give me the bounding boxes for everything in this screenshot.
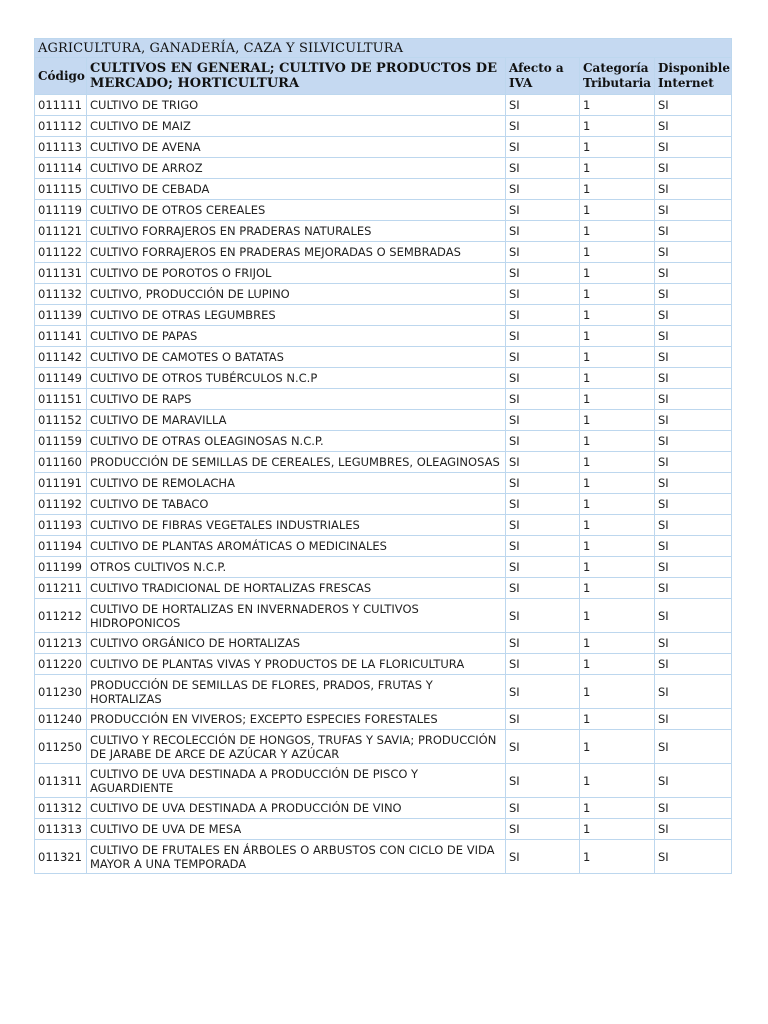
description-cell: PRODUCCIÓN DE SEMILLAS DE CEREALES, LEGUMBRES, OLEAGINOSAS (87, 452, 506, 473)
iva-cell: SI (506, 819, 580, 840)
category-cell: 1 (580, 473, 655, 494)
category-cell: 1 (580, 410, 655, 431)
internet-cell: SI (655, 200, 732, 221)
code-cell: 011199 (35, 557, 87, 578)
description-cell: PRODUCCIÓN EN VIVEROS; EXCEPTO ESPECIES FORESTALES (87, 709, 506, 730)
description-cell: CULTIVO DE TABACO (87, 494, 506, 515)
description-cell: CULTIVO ORGÁNICO DE HORTALIZAS (87, 633, 506, 654)
description-cell: CULTIVO DE HORTALIZAS EN INVERNADEROS Y CULTIVOS HIDROPONICOS (87, 599, 506, 633)
code-cell: 011121 (35, 221, 87, 242)
category-cell: 1 (580, 242, 655, 263)
description-cell: CULTIVO TRADICIONAL DE HORTALIZAS FRESCAS (87, 578, 506, 599)
description-cell: CULTIVO DE CAMOTES O BATATAS (87, 347, 506, 368)
category-cell: 1 (580, 730, 655, 764)
iva-cell: SI (506, 284, 580, 305)
code-cell: 011114 (35, 158, 87, 179)
description-cell: CULTIVO DE UVA DESTINADA A PRODUCCIÓN DE VINO (87, 798, 506, 819)
table-row (35, 536, 732, 557)
category-cell: 1 (580, 137, 655, 158)
code-cell: 011141 (35, 326, 87, 347)
description-cell: CULTIVO DE PLANTAS AROMÁTICAS O MEDICINALES (87, 536, 506, 557)
iva-cell: SI (506, 473, 580, 494)
table-row (35, 431, 732, 452)
code-cell: 011311 (35, 764, 87, 798)
table-row (35, 137, 732, 158)
iva-cell: SI (506, 633, 580, 654)
code-column-header: Código (35, 58, 87, 95)
iva-cell: SI (506, 578, 580, 599)
iva-cell: SI (506, 452, 580, 473)
internet-column-header: Disponible Internet (655, 58, 732, 95)
code-cell: 011191 (35, 473, 87, 494)
category-cell: 1 (580, 95, 655, 116)
code-cell: 011194 (35, 536, 87, 557)
table-row (35, 116, 732, 137)
internet-cell: SI (655, 494, 732, 515)
description-cell: CULTIVO DE POROTOS O FRIJOL (87, 263, 506, 284)
table-row (35, 819, 732, 840)
internet-cell: SI (655, 675, 732, 709)
category-cell: 1 (580, 263, 655, 284)
iva-cell: SI (506, 221, 580, 242)
section-title: AGRICULTURA, GANADERÍA, CAZA Y SILVICULTURA (35, 39, 732, 58)
category-cell: 1 (580, 819, 655, 840)
table-row (35, 284, 732, 305)
iva-cell: SI (506, 494, 580, 515)
description-cell: CULTIVO DE PAPAS (87, 326, 506, 347)
description-cell: CULTIVO DE AVENA (87, 137, 506, 158)
code-cell: 011212 (35, 599, 87, 633)
internet-cell: SI (655, 326, 732, 347)
code-cell: 011240 (35, 709, 87, 730)
internet-cell: SI (655, 284, 732, 305)
category-cell: 1 (580, 798, 655, 819)
category-cell: 1 (580, 599, 655, 633)
internet-cell: SI (655, 263, 732, 284)
iva-cell: SI (506, 709, 580, 730)
description-cell: CULTIVO DE RAPS (87, 389, 506, 410)
code-cell: 011142 (35, 347, 87, 368)
description-cell: CULTIVO DE REMOLACHA (87, 473, 506, 494)
code-cell: 011220 (35, 654, 87, 675)
table-row (35, 730, 732, 764)
table-row (35, 494, 732, 515)
description-cell: CULTIVO FORRAJEROS EN PRADERAS MEJORADAS O SEMBRADAS (87, 242, 506, 263)
category-cell: 1 (580, 557, 655, 578)
internet-cell: SI (655, 819, 732, 840)
code-cell: 011122 (35, 242, 87, 263)
internet-cell: SI (655, 599, 732, 633)
internet-cell: SI (655, 158, 732, 179)
iva-cell: SI (506, 730, 580, 764)
category-cell: 1 (580, 158, 655, 179)
code-cell: 011192 (35, 494, 87, 515)
code-cell: 011113 (35, 137, 87, 158)
table-row (35, 221, 732, 242)
iva-cell: SI (506, 305, 580, 326)
description-cell: CULTIVO DE OTROS TUBÉRCULOS N.C.P (87, 368, 506, 389)
category-cell: 1 (580, 221, 655, 242)
iva-cell: SI (506, 410, 580, 431)
internet-cell: SI (655, 709, 732, 730)
iva-cell: SI (506, 95, 580, 116)
table-row (35, 95, 732, 116)
code-cell: 011321 (35, 840, 87, 874)
description-cell: CULTIVO DE OTROS CEREALES (87, 200, 506, 221)
code-cell: 011131 (35, 263, 87, 284)
table-row (35, 389, 732, 410)
internet-cell: SI (655, 410, 732, 431)
iva-cell: SI (506, 675, 580, 709)
internet-cell: SI (655, 305, 732, 326)
table-row (35, 675, 732, 709)
internet-cell: SI (655, 137, 732, 158)
code-cell: 011152 (35, 410, 87, 431)
table-row (35, 158, 732, 179)
iva-cell: SI (506, 263, 580, 284)
code-cell: 011149 (35, 368, 87, 389)
iva-cell: SI (506, 179, 580, 200)
description-cell: CULTIVO DE MARAVILLA (87, 410, 506, 431)
internet-cell: SI (655, 116, 732, 137)
code-cell: 011193 (35, 515, 87, 536)
code-cell: 011115 (35, 179, 87, 200)
code-cell: 011112 (35, 116, 87, 137)
internet-cell: SI (655, 431, 732, 452)
iva-cell: SI (506, 515, 580, 536)
code-cell: 011139 (35, 305, 87, 326)
internet-cell: SI (655, 389, 732, 410)
table-row (35, 840, 732, 874)
table-row (35, 410, 732, 431)
code-cell: 011119 (35, 200, 87, 221)
internet-cell: SI (655, 633, 732, 654)
category-cell: 1 (580, 200, 655, 221)
category-cell: 1 (580, 305, 655, 326)
table-row (35, 764, 732, 798)
iva-cell: SI (506, 389, 580, 410)
table-row (35, 633, 732, 654)
description-cell: CULTIVO DE UVA DESTINADA A PRODUCCIÓN DE PISCO Y AGUARDIENTE (87, 764, 506, 798)
internet-cell: SI (655, 179, 732, 200)
category-cell: 1 (580, 368, 655, 389)
iva-cell: SI (506, 200, 580, 221)
category-cell: 1 (580, 536, 655, 557)
column-header-row (35, 58, 732, 95)
description-cell: CULTIVO DE ARROZ (87, 158, 506, 179)
table-row (35, 179, 732, 200)
category-cell: 1 (580, 116, 655, 137)
category-cell: 1 (580, 452, 655, 473)
code-cell: 011159 (35, 431, 87, 452)
table-row (35, 557, 732, 578)
iva-cell: SI (506, 326, 580, 347)
category-cell: 1 (580, 326, 655, 347)
category-cell: 1 (580, 764, 655, 798)
iva-cell: SI (506, 116, 580, 137)
category-cell: 1 (580, 654, 655, 675)
iva-cell: SI (506, 840, 580, 874)
description-cell: CULTIVO DE UVA DE MESA (87, 819, 506, 840)
description-cell: CULTIVO DE FRUTALES EN ÁRBOLES O ARBUSTOS CON CICLO DE VIDA MAYOR A UNA TEMPORADA (87, 840, 506, 874)
iva-cell: SI (506, 536, 580, 557)
description-cell: OTROS CULTIVOS N.C.P. (87, 557, 506, 578)
description-cell: CULTIVO, PRODUCCIÓN DE LUPINO (87, 284, 506, 305)
description-cell: CULTIVO DE CEBADA (87, 179, 506, 200)
table-row (35, 326, 732, 347)
iva-cell: SI (506, 557, 580, 578)
iva-cell: SI (506, 764, 580, 798)
category-cell: 1 (580, 347, 655, 368)
description-cell: CULTIVO DE OTRAS OLEAGINOSAS N.C.P. (87, 431, 506, 452)
description-cell: CULTIVO FORRAJEROS EN PRADERAS NATURALES (87, 221, 506, 242)
category-cell: 1 (580, 284, 655, 305)
internet-cell: SI (655, 557, 732, 578)
table-row (35, 654, 732, 675)
code-cell: 011211 (35, 578, 87, 599)
code-cell: 011250 (35, 730, 87, 764)
table-row (35, 798, 732, 819)
iva-cell: SI (506, 654, 580, 675)
description-cell: CULTIVO DE FIBRAS VEGETALES INDUSTRIALES (87, 515, 506, 536)
internet-cell: SI (655, 798, 732, 819)
table-row (35, 263, 732, 284)
table-row (35, 368, 732, 389)
internet-cell: SI (655, 473, 732, 494)
internet-cell: SI (655, 654, 732, 675)
internet-cell: SI (655, 95, 732, 116)
category-cell: 1 (580, 515, 655, 536)
code-cell: 011313 (35, 819, 87, 840)
description-cell: CULTIVO Y RECOLECCIÓN DE HONGOS, TRUFAS Y SAVIA; PRODUCCIÓN DE JARABE DE ARCE DE AZÚCAR Y AZÚCAR (87, 730, 506, 764)
category-cell: 1 (580, 179, 655, 200)
internet-cell: SI (655, 730, 732, 764)
description-cell: CULTIVO DE TRIGO (87, 95, 506, 116)
description-column-header: CULTIVOS EN GENERAL; CULTIVO DE PRODUCTOS DE MERCADO; HORTICULTURA (87, 58, 506, 95)
internet-cell: SI (655, 578, 732, 599)
code-cell: 011160 (35, 452, 87, 473)
category-cell: 1 (580, 840, 655, 874)
table-row (35, 473, 732, 494)
table-row (35, 709, 732, 730)
description-cell: CULTIVO DE OTRAS LEGUMBRES (87, 305, 506, 326)
iva-cell: SI (506, 798, 580, 819)
iva-column-header: Afecto a IVA (506, 58, 580, 95)
iva-cell: SI (506, 137, 580, 158)
iva-cell: SI (506, 599, 580, 633)
table-row (35, 578, 732, 599)
internet-cell: SI (655, 347, 732, 368)
category-column-header: Categoría Tributaria (580, 58, 655, 95)
category-cell: 1 (580, 578, 655, 599)
internet-cell: SI (655, 242, 732, 263)
table-row (35, 305, 732, 326)
internet-cell: SI (655, 368, 732, 389)
code-cell: 011230 (35, 675, 87, 709)
table-row (35, 599, 732, 633)
internet-cell: SI (655, 536, 732, 557)
description-cell: CULTIVO DE MAIZ (87, 116, 506, 137)
section-header-row (35, 39, 732, 58)
category-cell: 1 (580, 494, 655, 515)
iva-cell: SI (506, 431, 580, 452)
category-cell: 1 (580, 709, 655, 730)
iva-cell: SI (506, 242, 580, 263)
code-cell: 011312 (35, 798, 87, 819)
description-cell: PRODUCCIÓN DE SEMILLAS DE FLORES, PRADOS, FRUTAS Y HORTALIZAS (87, 675, 506, 709)
table-row (35, 347, 732, 368)
table-row (35, 242, 732, 263)
activity-codes-table (34, 38, 732, 874)
table-body (35, 95, 732, 874)
internet-cell: SI (655, 452, 732, 473)
code-cell: 011151 (35, 389, 87, 410)
code-cell: 011111 (35, 95, 87, 116)
internet-cell: SI (655, 764, 732, 798)
iva-cell: SI (506, 347, 580, 368)
internet-cell: SI (655, 840, 732, 874)
category-cell: 1 (580, 431, 655, 452)
description-cell: CULTIVO DE PLANTAS VIVAS Y PRODUCTOS DE LA FLORICULTURA (87, 654, 506, 675)
iva-cell: SI (506, 158, 580, 179)
code-cell: 011213 (35, 633, 87, 654)
iva-cell: SI (506, 368, 580, 389)
category-cell: 1 (580, 633, 655, 654)
table-row (35, 200, 732, 221)
internet-cell: SI (655, 515, 732, 536)
table-row (35, 452, 732, 473)
table-row (35, 515, 732, 536)
code-cell: 011132 (35, 284, 87, 305)
internet-cell: SI (655, 221, 732, 242)
category-cell: 1 (580, 675, 655, 709)
category-cell: 1 (580, 389, 655, 410)
